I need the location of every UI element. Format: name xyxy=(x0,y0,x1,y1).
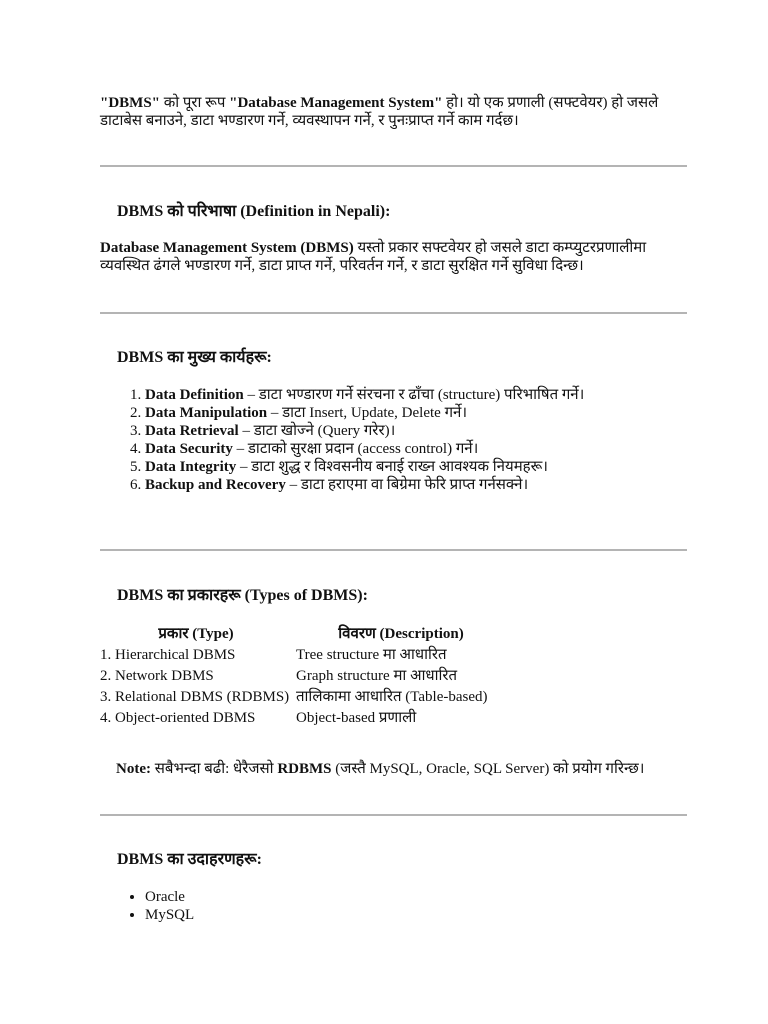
intro-text-2: हो। यो एक प्रणाली (सफ्टवेयर) हो जसले डाटाबेस बनाउने, डाटा भण्डारण गर्ने, व्यवस्थापन गर्ने, र पुनःप्राप्त गर्ने काम गर्दछ। xyxy=(100,95,659,129)
divider xyxy=(100,165,687,167)
function-name: Data Manipulation xyxy=(145,405,268,421)
note-text-2: (जस्तै MySQL, Oracle, SQL Server) को प्रयोग गरिन्छ। xyxy=(331,761,645,777)
function-name: Data Security xyxy=(145,441,233,457)
list-item xyxy=(145,440,690,458)
function-desc: – डाटा भण्डारण गर्ने संरचना र ढाँचा (structure) परिभाषित गर्ने। xyxy=(243,387,585,403)
intro-paragraph xyxy=(100,94,690,130)
note-text-1: सबैभन्दा बढी: धेरैजसो xyxy=(150,761,278,777)
divider xyxy=(100,549,687,551)
table-row xyxy=(98,708,508,729)
function-desc: – डाटाको सुरक्षा प्रदान (access control) गर्ने। xyxy=(232,441,479,457)
divider xyxy=(100,312,687,314)
type-cell: 3. Relational DBMS (RDBMS) xyxy=(100,689,290,705)
note-label: Note: xyxy=(116,761,151,777)
function-desc: – डाटा खोज्ने (Query गरेर)। xyxy=(238,423,396,439)
function-desc: – डाटा Insert, Update, Delete गर्ने। xyxy=(267,405,468,421)
function-name: Backup and Recovery xyxy=(145,477,286,493)
function-desc: – डाटा शुद्ध र विश्वसनीय बनाई राख्न आवश्यक नियमहरू। xyxy=(236,459,548,475)
dbms-acronym: "DBMS" xyxy=(100,95,160,111)
description-cell: तालिकामा आधारित (Table-based) xyxy=(296,689,488,705)
note-paragraph xyxy=(100,760,690,778)
intro-text-1: को पूरा रूप xyxy=(160,95,230,111)
function-name: Data Definition xyxy=(145,387,244,403)
definition-heading: DBMS को परिभाषा (Definition in Nepali): xyxy=(117,203,391,220)
list-item xyxy=(145,404,690,422)
list-item: • Oracle xyxy=(145,888,194,906)
table-row xyxy=(98,645,508,666)
function-desc: – डाटा हराएमा वा बिग्रेमा फेरि प्राप्त गर्नसक्ने। xyxy=(285,477,529,493)
type-cell: 4. Object-oriented DBMS xyxy=(100,710,256,726)
functions-list xyxy=(100,386,690,494)
function-name: Data Retrieval xyxy=(145,423,239,439)
definition-term: Database Management System (DBMS) xyxy=(100,240,354,256)
definition-paragraph xyxy=(100,239,690,275)
table-row xyxy=(98,666,508,687)
type-cell: 2. Network DBMS xyxy=(100,668,214,684)
table-header-row xyxy=(98,624,508,645)
examples-heading: DBMS का उदाहरणहरू: xyxy=(117,851,262,868)
examples-list xyxy=(100,888,194,924)
table-row xyxy=(98,687,508,708)
types-heading: DBMS का प्रकारहरू (Types of DBMS): xyxy=(117,587,368,604)
list-item xyxy=(145,422,690,440)
list-item xyxy=(145,458,690,476)
types-table xyxy=(98,624,508,729)
dbms-full-form: "Database Management System" xyxy=(229,95,443,111)
description-cell: Graph structure मा आधारित xyxy=(296,668,458,684)
column-header-description: विवरण (Description) xyxy=(338,626,464,642)
divider xyxy=(100,814,687,816)
function-name: Data Integrity xyxy=(145,459,237,475)
description-cell: Object-based प्रणाली xyxy=(296,710,417,726)
functions-heading: DBMS का मुख्य कार्यहरू: xyxy=(117,349,272,366)
list-item xyxy=(145,476,690,494)
list-item xyxy=(145,386,690,404)
type-cell: 1. Hierarchical DBMS xyxy=(100,647,236,663)
list-item: • MySQL xyxy=(145,906,194,924)
description-cell: Tree structure मा आधारित xyxy=(296,647,447,663)
note-rdbms: RDBMS xyxy=(277,761,332,777)
definition-text: यस्तो प्रकार सफ्टवेयर हो जसले डाटा कम्प्युटरप्रणालीमा व्यवस्थित ढंगले भण्डारण गर्ने, डाटा प्राप्त गर्ने, परिवर्तन गर्ने, र डाटा सुरक्षित गर्ने सुविधा दिन्छ। xyxy=(100,240,647,274)
column-header-type: प्रकार (Type) xyxy=(158,626,234,642)
